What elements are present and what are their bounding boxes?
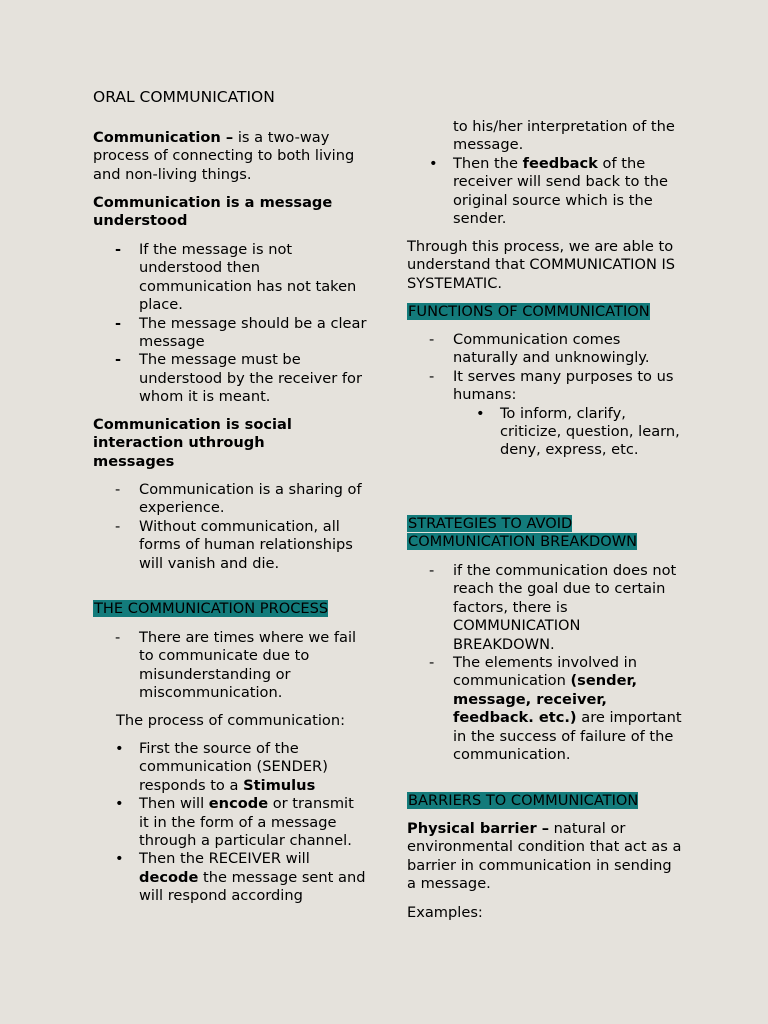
definition-term: Communication –	[93, 129, 234, 146]
step-text: or transmit it in the form of a message through a particular channel.	[139, 795, 354, 850]
dash-marker: -	[115, 517, 121, 535]
step3-continuation: to his/her interpretation of the message.	[453, 118, 675, 154]
dash-marker: -	[115, 314, 122, 332]
bullet-marker: •	[429, 155, 438, 172]
section-functions	[407, 303, 682, 321]
dash-marker: -	[429, 331, 435, 348]
list-item	[93, 629, 368, 703]
functions-list	[407, 331, 682, 460]
step-text: of the receiver will send back to the original source which is the sender.	[453, 155, 669, 228]
list-item-text: The elements involved in communication	[453, 654, 637, 690]
list-item-text: The message must be understood by the receiver for whom it is meant.	[139, 351, 362, 406]
list-item	[93, 351, 368, 406]
physical-barrier-definition	[407, 820, 682, 894]
list-item-keyword: (sender, message, receiver, feedback. etc.)	[453, 672, 638, 727]
list-item	[407, 331, 682, 368]
step-text: Then will	[139, 795, 209, 813]
systematic-paragraph: Through this process, we are able to understand that COMMUNICATION IS SYSTEMATIC.	[407, 238, 676, 292]
step-text: First the source of the communication (SENDER) responds to a	[139, 740, 328, 794]
step-text: the message sent and will respond according	[139, 868, 366, 905]
dash-marker: -	[115, 481, 121, 498]
list-item	[93, 850, 368, 905]
examples-label: Examples:	[407, 904, 483, 921]
strategies-list	[407, 562, 682, 764]
list-item-text: The message should be a clear message	[139, 314, 367, 351]
list-item-text: Without communication, all forms of human relationships will vanish and die.	[139, 517, 353, 572]
purposes-sublist	[453, 405, 682, 460]
list-item-text: If the message is not understood then communication has not taken place.	[139, 241, 357, 314]
message-understood-list	[93, 241, 368, 407]
dash-marker: -	[115, 629, 121, 646]
step-keyword: decode	[139, 868, 199, 886]
process-intro: The process of communication:	[116, 712, 345, 729]
dash-marker: -	[429, 367, 435, 385]
list-item	[93, 518, 368, 573]
physical-barrier-text: natural or environmental condition that act as a barrier in communication in sending a message.	[407, 820, 682, 893]
section-heading-highlight: BARRIERS TO COMMUNICATION	[408, 792, 639, 809]
process-steps-list	[93, 740, 368, 906]
list-item	[407, 155, 682, 229]
step-keyword: encode	[208, 795, 269, 813]
list-item-text: are important in the success of failure of the communication.	[453, 709, 682, 764]
dash-marker: -	[115, 351, 122, 369]
list-item	[407, 562, 682, 654]
dash-marker: -	[429, 654, 435, 672]
dash-marker: -	[115, 241, 122, 258]
section-communication-process	[93, 600, 368, 618]
step-text: Then the	[453, 155, 523, 172]
list-item-text: Communication is a sharing of experience.	[139, 481, 362, 517]
list-item	[93, 795, 368, 850]
social-interaction-list	[93, 481, 368, 573]
bullet-marker: •	[476, 404, 485, 422]
process-dash-list	[93, 629, 368, 703]
section-strategies	[407, 515, 682, 552]
feedback-step-list	[407, 155, 682, 229]
list-item-text: To inform, clarify, criticize, question, learn, deny, express, etc.	[500, 404, 680, 459]
list-item	[93, 740, 368, 795]
section-barriers	[407, 792, 682, 810]
bullet-marker: •	[115, 850, 124, 868]
section-heading-highlight: THE COMMUNICATION PROCESS	[94, 600, 329, 617]
definition-text: is a two-way process of connecting to both living and non-living things.	[93, 129, 355, 183]
step-text: Then the RECEIVER will	[139, 850, 310, 868]
list-item	[407, 654, 682, 764]
page-title: ORAL COMMUNICATION	[93, 88, 275, 106]
physical-barrier-term: Physical barrier –	[407, 820, 550, 837]
list-item	[407, 368, 682, 460]
dash-marker: -	[429, 562, 435, 579]
bullet-marker: •	[115, 740, 124, 757]
list-item-text: Communication comes naturally and unknowingly.	[453, 331, 650, 367]
step-keyword: feedback	[522, 155, 598, 172]
heading-message-understood: Communication is a message understood	[93, 194, 333, 230]
list-item-text: It serves many purposes to us humans:	[453, 367, 674, 404]
section-heading-highlight: STRATEGIES TO AVOID COMMUNICATION BREAKDOWN	[408, 515, 638, 551]
list-item	[93, 241, 368, 315]
list-item	[93, 315, 368, 352]
section-heading-highlight: FUNCTIONS OF COMMUNICATION	[408, 303, 650, 320]
heading-social-interaction: Communication is social interaction uthrough messages	[93, 416, 292, 470]
list-item-text: There are times where we fail to communicate due to misunderstanding or miscommunication.	[139, 629, 357, 702]
list-item	[93, 481, 368, 518]
bullet-marker: •	[115, 795, 124, 813]
step-keyword: Stimulus	[243, 776, 316, 794]
communication-definition	[93, 129, 368, 184]
list-item-text: if the communication does not reach the goal due to certain factors, there is COMMUNICATION BREAKDOWN.	[453, 562, 677, 653]
list-item	[453, 405, 682, 460]
